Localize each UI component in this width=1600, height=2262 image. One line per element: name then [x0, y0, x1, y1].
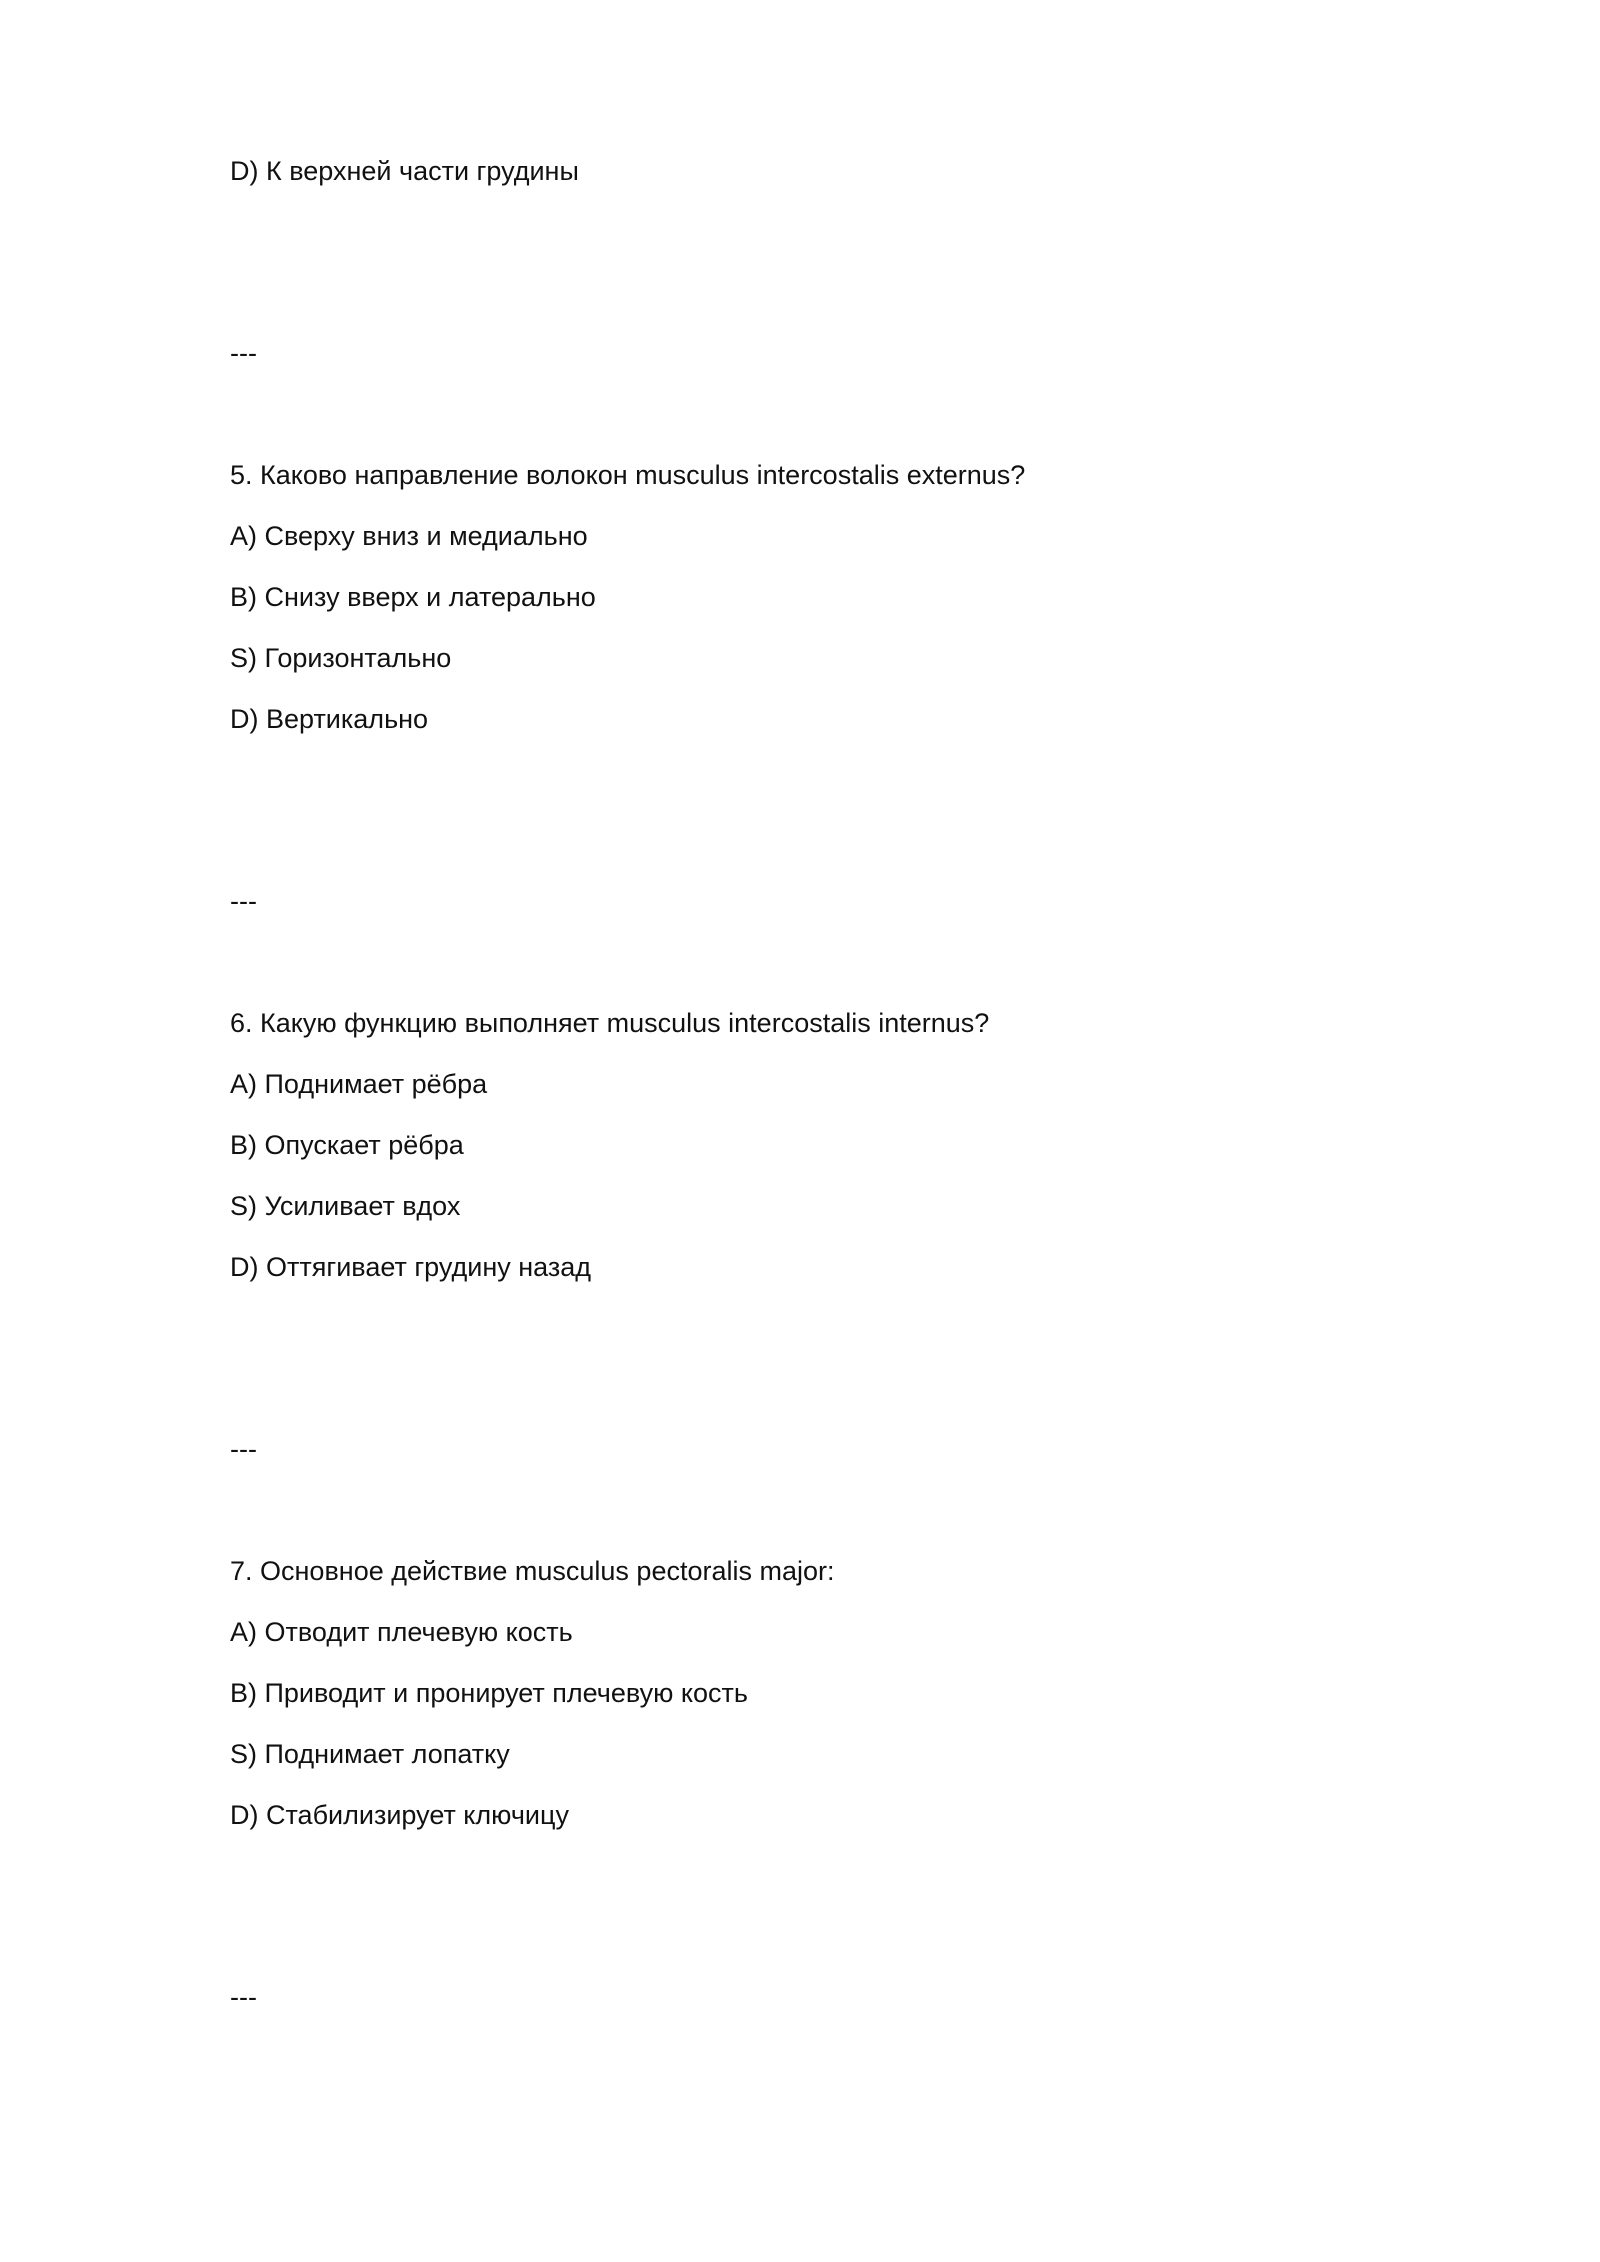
separator: --- — [230, 338, 257, 368]
q6-option-a: A) Поднимает рёбра — [230, 1069, 488, 1099]
q5-option-b: B) Снизу вверх и латерально — [230, 582, 596, 612]
q6-option-s: S) Усиливает вдох — [230, 1191, 461, 1221]
q7-option-s: S) Поднимает лопатку — [230, 1739, 510, 1769]
separator: --- — [230, 886, 257, 916]
separator: --- — [230, 1982, 257, 2012]
q5-question: 5. Каково направление волокон musculus intercostalis externus? — [230, 460, 1026, 490]
q5-option-d: D) Вертикально — [230, 704, 429, 734]
prev-option-d: D) К верхней части грудины — [230, 156, 579, 186]
q7-option-b: B) Приводит и пронирует плечевую кость — [230, 1678, 748, 1708]
q6-option-d: D) Оттягивает грудину назад — [230, 1252, 592, 1282]
q7-option-d: D) Стабилизирует ключицу — [230, 1800, 569, 1830]
q6-question: 6. Какую функцию выполняет musculus intercostalis internus? — [230, 1008, 990, 1038]
q7-question: 7. Основное действие musculus pectoralis major: — [230, 1556, 835, 1586]
separator: --- — [230, 1434, 257, 1464]
q7-option-a: A) Отводит плечевую кость — [230, 1617, 573, 1647]
q5-option-a: A) Сверху вниз и медиально — [230, 521, 588, 551]
q5-option-s: S) Горизонтально — [230, 643, 452, 673]
q6-option-b: B) Опускает рёбра — [230, 1130, 464, 1160]
